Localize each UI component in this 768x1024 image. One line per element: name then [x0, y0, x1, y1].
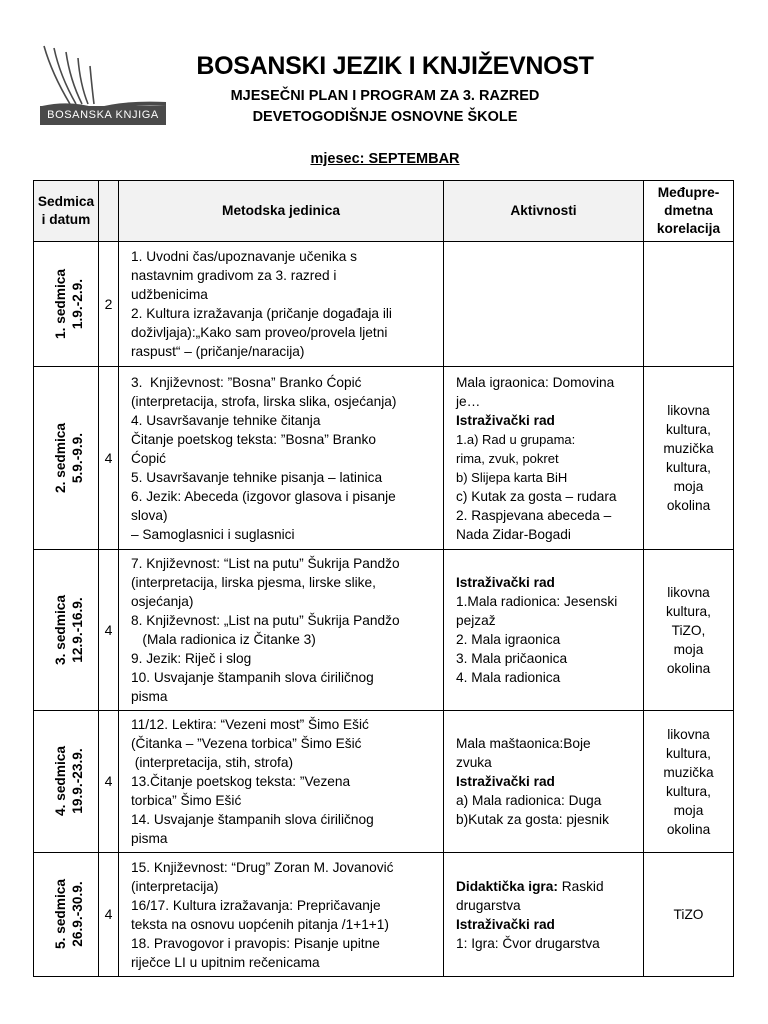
header-week: Sedmica i datum [34, 181, 99, 242]
table-row [34, 853, 734, 977]
week-label: 4. sedmica [53, 745, 69, 817]
activity-line: zvuka [456, 755, 492, 770]
activity-line: Mala igraonica: Domovina [456, 374, 615, 390]
unit-line: 11/12. Lektira: “Vezeni most” Šimo Ešić [131, 717, 369, 732]
activity-line: Istraživački rad [456, 412, 555, 428]
unit-line: (Mala radionica iz Čitanke 3) [131, 632, 316, 647]
activity-line: rima, zvuk, pokret [456, 450, 559, 466]
units-cell [119, 853, 444, 977]
correlation-cell [644, 711, 734, 853]
correlation-cell [644, 367, 734, 550]
correlation-line: kultura, [666, 603, 711, 619]
activity-line: Nada Zidar-Bogadi [456, 526, 571, 542]
activity-line: 2. Raspjevana abeceda – [456, 507, 612, 523]
week-label: 3. sedmica [53, 594, 69, 665]
activities-cell [444, 711, 644, 853]
activity-line: 1: Igra: Čvor drugarstva [456, 935, 600, 951]
unit-line: riječce LI u upitnim rečenicama [131, 954, 320, 970]
unit-line: pisma [131, 831, 168, 846]
correlation-line: likovna [667, 584, 710, 600]
activity-line: 4. Mala radionica [456, 670, 561, 685]
activity-line: 2. Mala igraonica [456, 632, 561, 647]
correlation-cell [644, 853, 734, 977]
header-correlation: Međupre- dmetna korelacija [644, 181, 734, 242]
unit-line: raspust“ – (pričanje/naracija) [131, 344, 305, 359]
unit-line: 10. Usvajanje štampanih slova ćiriličnog [131, 670, 374, 685]
activity-line: je… [456, 393, 481, 409]
week-dates: 19.9.-23.9. [70, 748, 86, 814]
correlation-line: kultura, [666, 783, 711, 799]
week-cell [34, 367, 99, 550]
unit-line: nastavnim gradivom za 3. razred i [131, 268, 337, 283]
week-cell [34, 711, 99, 853]
table-row [34, 550, 734, 711]
activity-line: a) Mala radionica: Duga [456, 793, 602, 808]
unit-line: 18. Pravogovor i pravopis: Pisanje upitne [131, 935, 380, 951]
activity-line: 1.a) Rad u grupama: [456, 431, 576, 447]
header-hours [99, 181, 119, 242]
unit-line: Ćopić [131, 450, 166, 466]
units-cell [119, 242, 444, 367]
week-dates: 26.9.-30.9. [70, 881, 86, 947]
unit-line: torbica” Šimo Ešić [131, 793, 242, 808]
unit-line: 6. Jezik: Abeceda (izgovor glasova i pisanje [131, 488, 396, 504]
activity-line: Istraživački rad [456, 774, 555, 789]
correlation-line: muzička [663, 441, 714, 456]
unit-line: 9. Jezik: Riječ i slog [131, 651, 252, 666]
correlation-line: moja [673, 479, 704, 494]
plan-table [33, 180, 734, 977]
hours-cell: 4 [99, 853, 119, 977]
correlation-line: likovna [667, 403, 710, 418]
unit-line: 13.Čitanje poetskog teksta: ”Vezena [131, 774, 351, 789]
table-row [34, 711, 734, 853]
activity-line: Mala maštaonica:Boje [456, 736, 591, 751]
unit-line: (interpretacija) [131, 878, 219, 894]
unit-line: teksta na osnovu uopćenih pitanja /1+1+1) [131, 916, 389, 932]
activity-line: Istraživački rad [456, 575, 555, 590]
unit-line: pismа [131, 689, 168, 704]
units-cell [119, 550, 444, 711]
correlation-cell [644, 550, 734, 711]
table-header-row [34, 181, 734, 242]
unit-line: 1. Uvodni čas/upoznavanje učenika s [131, 249, 357, 264]
week-cell [34, 550, 99, 711]
activity-line: b) Slijepa karta BiH [456, 469, 568, 485]
activities-cell [444, 550, 644, 711]
unit-line: 2. Kultura izražavanja (pričanje događaja ili [131, 306, 392, 321]
hours-cell: 4 [99, 550, 119, 711]
activity-line: pejzaž [456, 613, 496, 628]
unit-line: (interpretacija, stih, strofa) [131, 755, 294, 770]
unit-line: 5. Usavršavanje tehnike pisanja – latinica [131, 469, 383, 485]
unit-line: Čitanje poetskog teksta: ”Bosna” Branko [131, 431, 376, 447]
units-cell [119, 711, 444, 853]
week-dates: 1.9.-2.9. [70, 278, 86, 329]
unit-line: 7. Književnost: “List na putu” Šukrija Pandžo [131, 556, 400, 571]
unit-line: – Samoglasnici i suglasnici [131, 526, 295, 542]
correlation-line: kultura, [666, 422, 711, 437]
table-row [34, 367, 734, 550]
header-activities: Aktivnosti [444, 181, 644, 242]
correlation-line: TiZO [673, 907, 704, 922]
hours-cell: 4 [99, 711, 119, 853]
hours-cell: 2 [99, 242, 119, 367]
header-units: Metodska jedinica [119, 181, 444, 242]
unit-line: doživljaja):„Kako sam proveo/provela ljetni [131, 325, 388, 340]
unit-line: udžbenicima [131, 287, 208, 302]
correlation-line: likovna [667, 726, 710, 742]
correlation-line: moja [673, 802, 704, 818]
activity-line: drugarstva [456, 897, 521, 913]
unit-line: 4. Usavršavanje tehnike čitanja [131, 412, 321, 428]
week-dates: 12.9.-16.9. [70, 596, 86, 663]
correlation-line: muzička [663, 764, 714, 780]
activity-line: 3. Mala pričaonica [456, 651, 568, 666]
unit-line: 8. Književnost: „List na putu” Šukrija Pandžo [131, 613, 400, 628]
week-label: 2. sedmica [53, 422, 69, 493]
activity-line: 1.Mala radionica: Jesenski [456, 594, 618, 609]
document-title: BOSANSKI JEZIK I KNJIŽEVNOST [196, 52, 594, 80]
unit-line: osjećanja) [131, 594, 194, 609]
activity-line: c) Kutak za gosta – rudara [456, 488, 617, 504]
week-label: 1. sedmica [53, 268, 69, 339]
unit-line: 14. Usvajanje štampanih slova ćiriličnog [131, 812, 374, 827]
unit-line: (interpretacija, lirska pjesma, lirske slike, [131, 575, 376, 590]
activity-line: b)Kutak za gosta: pjesnik [456, 812, 609, 827]
activity-line: Didaktička igra: Raskid [456, 878, 604, 894]
activities-cell [444, 367, 644, 550]
week-cell [34, 853, 99, 977]
correlation-cell [644, 242, 734, 367]
unit-line: 3. Književnost: ”Bosna” Branko Ćopić [131, 374, 362, 390]
document-subtitle-2: DEVETOGODIŠNJE OSNOVNE ŠKOLE [252, 109, 518, 125]
activity-line: Istraživački rad [456, 916, 555, 932]
unit-line: 15. Književnost: “Drug” Zoran M. Jovanović [131, 859, 394, 875]
unit-line: 16/17. Kultura izražavanja: Prepričavanje [131, 897, 381, 913]
correlation-line: kultura, [666, 745, 711, 761]
document-subtitle-1: MJESEČNI PLAN I PROGRAM ZA 3. RAZRED [230, 88, 540, 104]
activities-cell [444, 853, 644, 977]
correlation-line: kultura, [666, 460, 711, 475]
correlation-line: okolina [666, 498, 711, 513]
week-label: 5. sedmica [53, 878, 69, 950]
week-dates: 5.9.-9.9. [70, 432, 86, 483]
unit-line: slova) [131, 507, 168, 523]
correlation-line: okolina [666, 821, 711, 837]
activities-cell [444, 242, 644, 367]
unit-line: (interpretacija, strofa, lirska slika, osjećanja) [131, 393, 397, 409]
logo-wordmark: BOSANSKA KNJIGA [40, 106, 166, 125]
correlation-line: moja [673, 641, 704, 657]
week-cell [34, 242, 99, 367]
hours-cell: 4 [99, 367, 119, 550]
correlation-line: okolina [666, 660, 711, 676]
units-cell [119, 367, 444, 550]
correlation-line: TiZO, [671, 622, 706, 638]
month-label: mjesec: SEPTEMBAR [310, 151, 460, 167]
unit-line: (Čitanka – ”Vezena torbica” Šimo Ešić [131, 736, 362, 751]
table-row [34, 242, 734, 367]
